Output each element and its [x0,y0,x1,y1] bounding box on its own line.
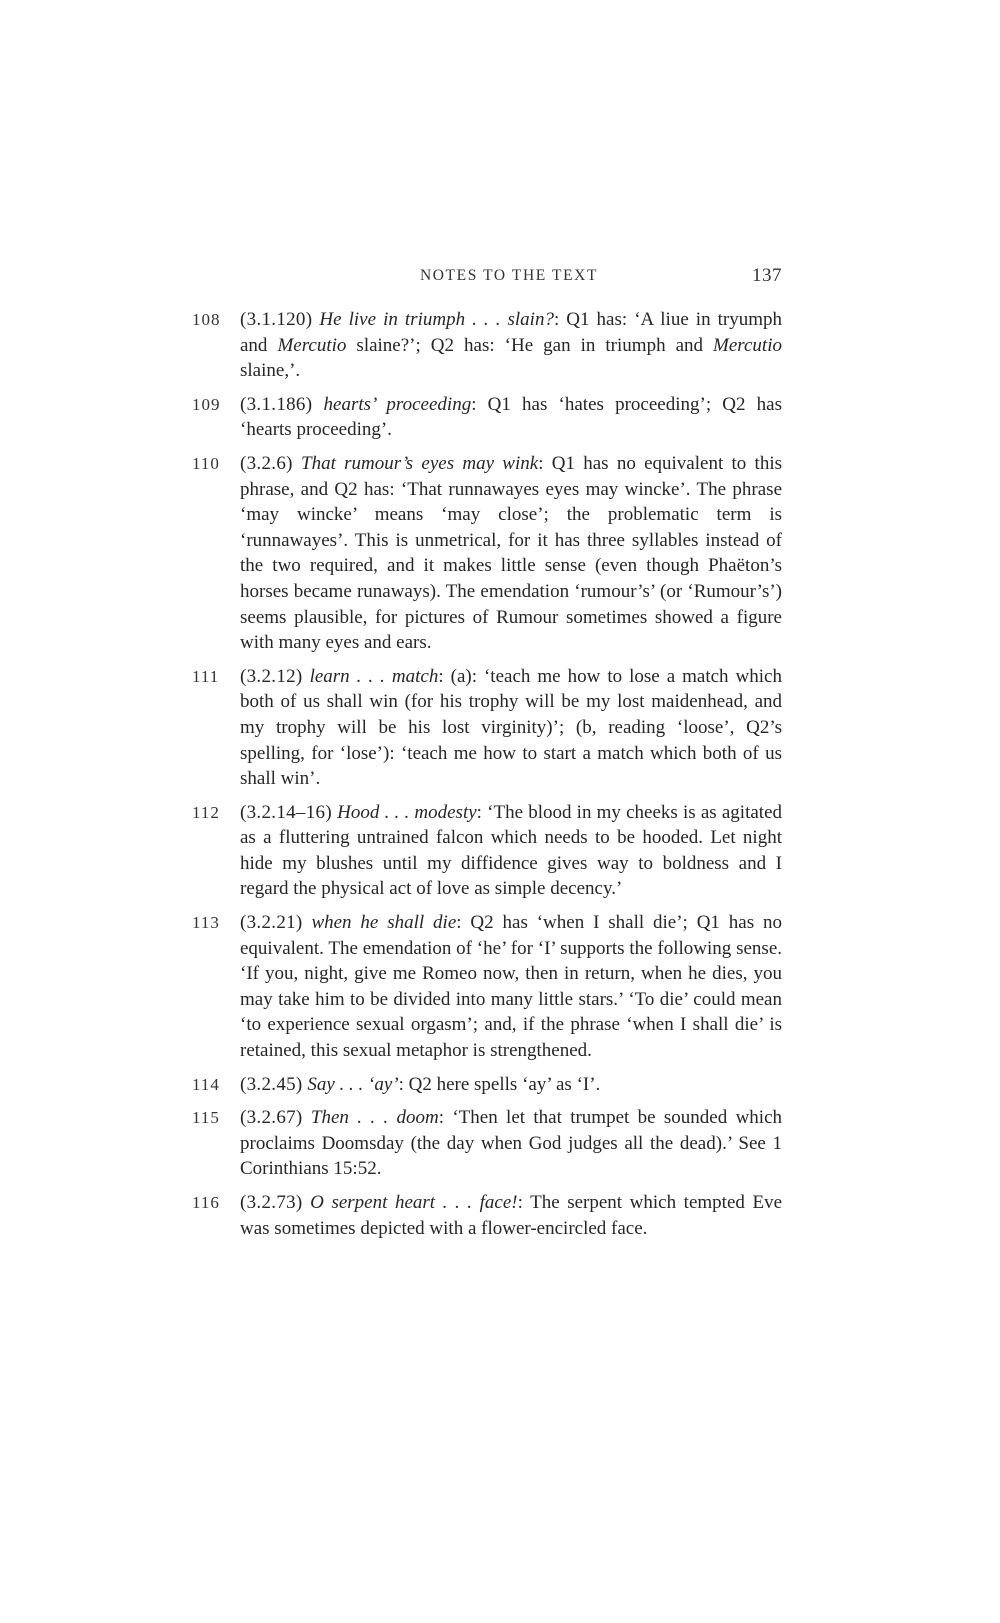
note-body [240,910,782,1064]
note-text: : Q1 has no equivalent to this phrase, and Q2 has: ‘That runnawayes eyes may wincke’. The phrase ‘may wincke’ means ‘may close’; the problematic term is ‘runnawayes’. This is unmetrical, for it has three syllables instead of the two required, and it makes little sense (even though Phaëton’s horses became runaways). The emendation ‘rumour’s’ (or ‘Rumour’s’) seems plausible, for pictures of Rumour sometimes showed a figure with many eyes and ears. [240,452,782,654]
note-reference: (3.2.45) [240,1073,303,1095]
note-item [0,1105,1000,1182]
note-body [240,1190,782,1241]
note-number: 116 [192,1193,220,1212]
note-item [0,1072,1000,1098]
running-title: NOTES TO THE TEXT [419,267,599,284]
note-number: 109 [192,394,221,414]
note-body [240,392,782,443]
note-italic-text: Mercutio [277,334,347,356]
note-lemma: That rumour’s eyes may wink [301,452,539,474]
note-reference: (3.2.21) [240,912,303,934]
page-number: 137 [752,265,782,286]
note-reference: (3.2.14–16) [240,801,332,823]
note-reference: (3.2.6) [240,452,293,474]
note-text: : Q1 has ‘hates proceeding’; Q2 has ‘hearts proceeding’. [240,393,782,441]
note-number: 114 [192,1074,220,1094]
note-lemma: He live in triumph . . . slain? [319,309,554,330]
note-lemma: hearts’ proceeding [323,393,472,415]
note-body [240,307,782,384]
note-item [0,392,1000,443]
note-item [0,664,1000,792]
note-body [240,451,782,656]
notes-list [0,307,1000,1249]
note-item [0,800,1000,902]
note-text: : (a): ‘teach me how to lose a match which both of us shall win (for his trophy will be my lost maidenhead, and my trophy will be his lost virginity)’; (b, reading ‘loose’, Q2’s spelling, for ‘lose’): ‘teach me how to start a match which both of us shall win’. [240,665,782,790]
note-text: : Q1 has: ‘A liue in tryumph and [240,309,783,356]
note-number: 112 [192,802,220,822]
note-number: 113 [192,913,220,933]
note-lemma: O serpent heart . . . face! [310,1192,518,1213]
note-lemma: Hood . . . modesty [337,801,477,823]
note-body [240,1072,782,1098]
note-reference: (3.2.73) [240,1192,303,1213]
running-head [236,267,782,293]
note-text: : Q2 here spells ‘ay’ as ‘I’. [398,1073,601,1095]
note-text: : Q2 has ‘when I shall die’; Q1 has no equivalent. The emendation of ‘he’ for ‘I’ supports the following sense. ‘If you, night, give me Romeo now, then in return, when he dies, you may take him to be divided into many little stars.’ ‘To die’ could mean ‘to experience sexual orgasm’; and, if the phrase ‘when I shall die’ is retained, this sexual metaphor is strengthened. [240,912,783,1062]
note-number: 110 [192,453,220,473]
note-item [0,910,1000,1064]
note-reference: (3.1.120) [240,309,313,330]
note-text: slaine,’. [240,360,301,382]
note-text: : ‘Then let that trumpet be sounded which proclaims Doomsday (the day when God judges all the dead).’ See 1 Corinthians 15:52. [240,1107,783,1180]
note-body [240,664,782,792]
note-item [0,451,1000,656]
note-lemma: Say . . . ‘ay’ [307,1073,399,1095]
note-text: slaine?’; Q2 has: ‘He gan in triumph and [346,334,714,356]
note-text: : The serpent which tempted Eve was sometimes depicted with a flower-encircled face. [240,1192,782,1239]
note-number: 111 [192,666,220,686]
note-reference: (3.2.67) [240,1107,303,1129]
note-item [0,307,1000,384]
note-item [0,1190,1000,1241]
note-reference: (3.1.186) [240,393,313,415]
note-number: 108 [192,310,221,329]
note-lemma: learn . . . match [309,665,439,687]
note-text: : ‘The blood in my cheeks is as agitated as a fluttering untrained falcon which needs to be hooded. Let night hide my blushes until my diffidence gives way to boldness and I regard the physical act of love as simple decency.’ [240,801,783,900]
note-body [240,800,782,902]
note-italic-text: Mercutio [713,334,782,356]
note-lemma: when he shall die [311,912,457,934]
note-body [240,1105,782,1182]
note-reference: (3.2.12) [240,665,303,687]
note-number: 115 [192,1108,220,1128]
note-lemma: Then . . . doom [310,1107,439,1129]
